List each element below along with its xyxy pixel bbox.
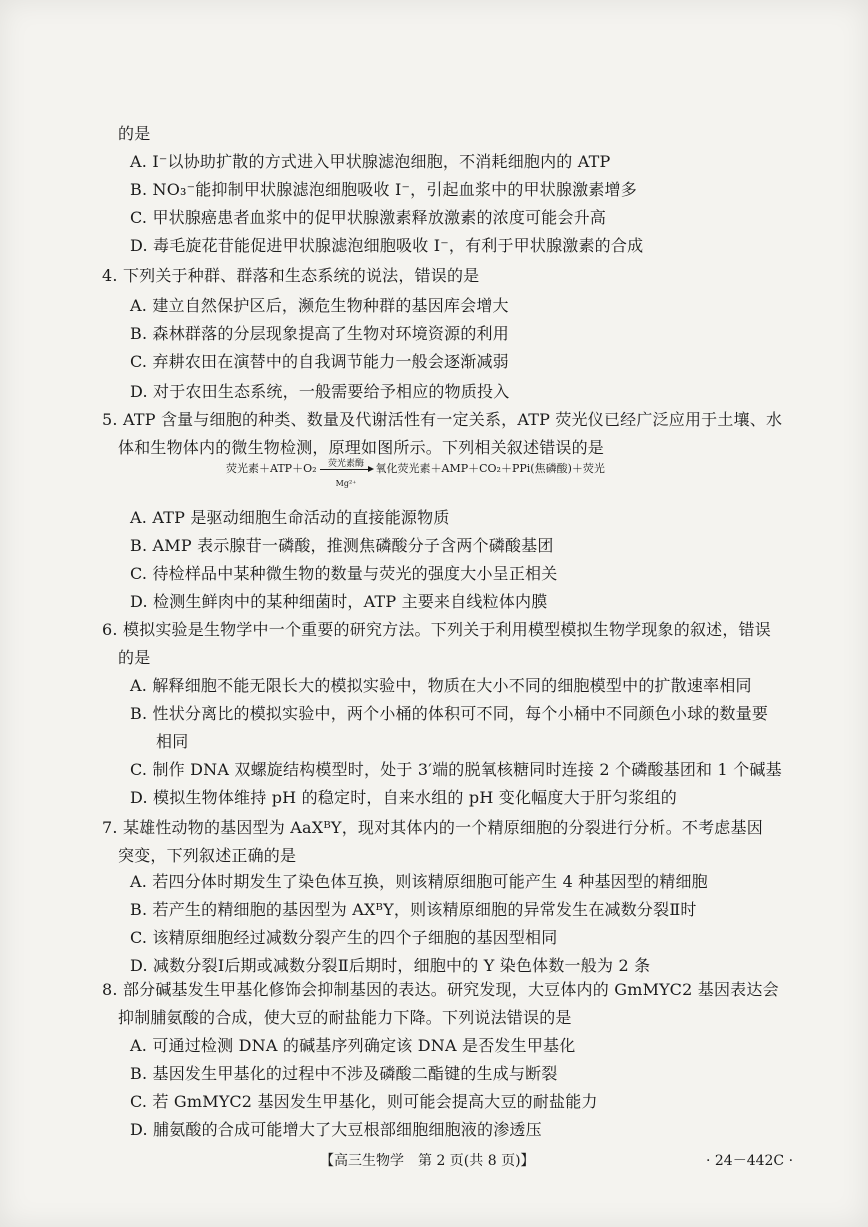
q6-stem-line2: 的是 — [118, 648, 151, 667]
q6-stem-line1: 6. 模拟实验是生物学中一个重要的研究方法。下列关于利用模型模拟生物学现象的叙述，错误 — [102, 620, 771, 639]
q4-option-b: B. 森林群落的分层现象提高了生物对环境资源的利用 — [130, 324, 509, 343]
reaction-arrow — [320, 459, 372, 488]
q4-option-a: A. 建立自然保护区后，濒危生物种群的基因库会增大 — [130, 296, 509, 315]
q4-option-d: D. 对于农田生态系统，一般需要给予相应的物质投入 — [130, 382, 510, 401]
q6-option-a: A. 解释细胞不能无限长大的模拟实验中，物质在大小不同的细胞模型中的扩散速率相同 — [130, 676, 752, 695]
q3-stem-tail: 的是 — [118, 124, 151, 143]
q5-option-d: D. 检测生鲜肉中的某种细菌时，ATP 主要来自线粒体内膜 — [130, 592, 548, 611]
q6-option-b: B. 性状分离比的模拟实验中，两个小桶的体积可不同，每个小桶中不同颜色小球的数量要 — [130, 704, 769, 723]
cofactor-label: Mg²⁺ — [335, 479, 357, 488]
q5-option-c: C. 待检样品中某种微生物的数量与荧光的强度大小呈正相关 — [130, 564, 558, 583]
q3-option-b: B. NO₃⁻能抑制甲状腺滤泡细胞吸收 I⁻，引起血浆中的甲状腺激素增多 — [130, 180, 637, 199]
q5-option-a: A. ATP 是驱动细胞生命活动的直接能源物质 — [130, 508, 450, 527]
q4-stem: 4. 下列关于种群、群落和生态系统的说法，错误的是 — [102, 266, 480, 285]
page-footer-label: 【高三生物学 第 2 页(共 8 页)】 — [320, 1153, 535, 1169]
q7-option-a: A. 若四分体时期发生了染色体互换，则该精原细胞可能产生 4 种基因型的精细胞 — [130, 872, 708, 891]
q7-option-d: D. 减数分裂Ⅰ后期或减数分裂Ⅱ后期时，细胞中的 Y 染色体数一般为 2 条 — [130, 956, 651, 975]
exam-code: · 24－442C · — [706, 1153, 794, 1169]
equation-right: 氧化荧光素＋AMP＋CO₂＋PPi(焦磷酸)＋荧光 — [375, 462, 605, 475]
q6-option-b-cont: 相同 — [156, 732, 189, 751]
q5-option-b: B. AMP 表示腺苷一磷酸，推测焦磷酸分子含两个磷酸基团 — [130, 536, 554, 555]
q8-option-a: A. 可通过检测 DNA 的碱基序列确定该 DNA 是否发生甲基化 — [130, 1036, 576, 1055]
q8-stem-line1: 8. 部分碱基发生甲基化修饰会抑制基因的表达。研究发现，大豆体内的 GmMYC2 基因表达会 — [102, 980, 779, 999]
q6-option-d: D. 模拟生物体维持 pH 的稳定时，自来水组的 pH 变化幅度大于肝匀浆组的 — [130, 788, 677, 807]
q3-option-a: A. I⁻以协助扩散的方式进入甲状腺滤泡细胞，不消耗细胞内的 ATP — [130, 152, 611, 171]
q3-option-c: C. 甲状腺癌患者血浆中的促甲状腺激素释放激素的浓度可能会升高 — [130, 208, 607, 227]
q6-option-c: C. 制作 DNA 双螺旋结构模型时，处于 3′端的脱氧核糖同时连接 2 个磷酸基团和 1 个碱基 — [130, 760, 782, 779]
q8-option-d: D. 脯氨酸的合成可能增大了大豆根部细胞细胞液的渗透压 — [130, 1120, 542, 1139]
q4-option-c: C. 弃耕农田在演替中的自我调节能力一般会逐渐减弱 — [130, 352, 509, 371]
q7-stem-line2: 突变，下列叙述正确的是 — [118, 846, 297, 865]
q8-option-c: C. 若 GmMYC2 基因发生甲基化，则可能会提高大豆的耐盐能力 — [130, 1092, 598, 1111]
q5-stem-line2: 体和生物体内的微生物检测，原理如图所示。下列相关叙述错误的是 — [118, 438, 605, 457]
q8-stem-line2: 抑制脯氨酸的合成，使大豆的耐盐能力下降。下列说法错误的是 — [118, 1008, 572, 1027]
equation-left: 荧光素＋ATP＋O₂ — [226, 462, 317, 475]
enzyme-label: 荧光素酶 — [328, 459, 365, 469]
q3-option-d: D. 毒毛旋花苷能促进甲状腺滤泡细胞吸收 I⁻，有利于甲状腺激素的合成 — [130, 236, 644, 255]
arrow-icon — [320, 469, 372, 470]
q7-option-b: B. 若产生的精细胞的基因型为 AXᴮY，则该精原细胞的异常发生在减数分裂Ⅱ时 — [130, 900, 697, 919]
luciferase-reaction-equation — [226, 459, 676, 488]
q7-option-c: C. 该精原细胞经过减数分裂产生的四个子细胞的基因型相同 — [130, 928, 558, 947]
q7-stem-line1: 7. 某雄性动物的基因型为 AaXᴮY，现对其体内的一个精原细胞的分裂进行分析。不考虑基因 — [102, 818, 763, 837]
q5-stem-line1: 5. ATP 含量与细胞的种类、数量及代谢活性有一定关系，ATP 荧光仪已经广泛应用于土壤、水 — [102, 410, 783, 429]
q8-option-b: B. 基因发生甲基化的过程中不涉及磷酸二酯键的生成与断裂 — [130, 1064, 558, 1083]
